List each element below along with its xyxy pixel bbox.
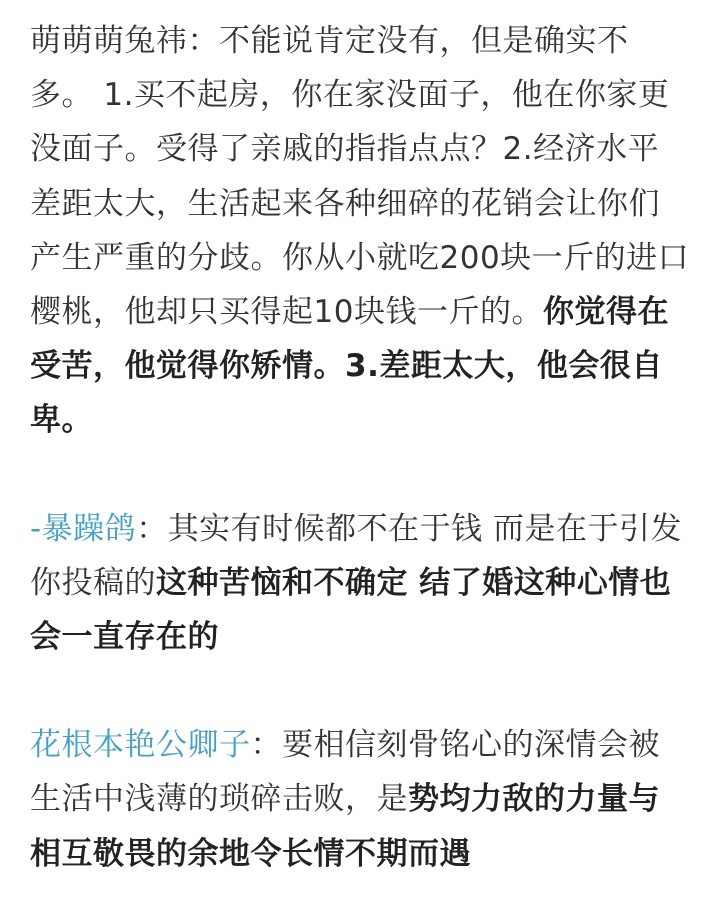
comment-divider-space xyxy=(30,448,690,502)
comment-3-username[interactable]: 花根本艳公卿子 xyxy=(30,727,251,764)
comment-3-text: 要相信刻骨铭心的深情会被生活中浅薄的琐碎击败，是 xyxy=(30,727,660,818)
comment-1-bold-text: 你觉得在受苦，他觉得你矫情。3.差距太大，他会很自卑。 xyxy=(30,294,669,439)
comment-3 xyxy=(30,718,690,881)
comment-divider-space xyxy=(30,664,690,718)
comment-2-bold-text: 这种苦恼和不确定 结了婚这种心情也会一直存在的 xyxy=(30,564,672,656)
comment-2-username[interactable]: -暴躁鸽 xyxy=(30,510,137,547)
comment-2 xyxy=(30,502,690,665)
comment-3-bold-text: 势均力敌的力量与相互敬畏的余地令长情不期而遇 xyxy=(30,781,660,872)
comment-1-separator: ： xyxy=(187,23,219,59)
comment-2-separator: ： xyxy=(136,510,168,547)
comment-1-username[interactable]: 萌萌萌兔祎 xyxy=(30,23,188,59)
comment-1-text: 不能说肯定没有，但是确实不多。 1.买不起房，你在家没面子，他在你家更没面子。受得了亲戚的指指点点？2.经济水平差距太大，生活起来各种细碎的花销会让你们产生严重的分歧。你从小就吃200块一斤的进口樱桃，他却只买得起10块钱一斤的。 xyxy=(30,23,690,331)
comment-list xyxy=(30,14,690,881)
comment-2-text: 其实有时候都不在于钱 而是在于引发你投稿的 xyxy=(30,510,683,601)
comment-1 xyxy=(30,14,690,448)
comment-3-separator: ： xyxy=(250,727,282,764)
